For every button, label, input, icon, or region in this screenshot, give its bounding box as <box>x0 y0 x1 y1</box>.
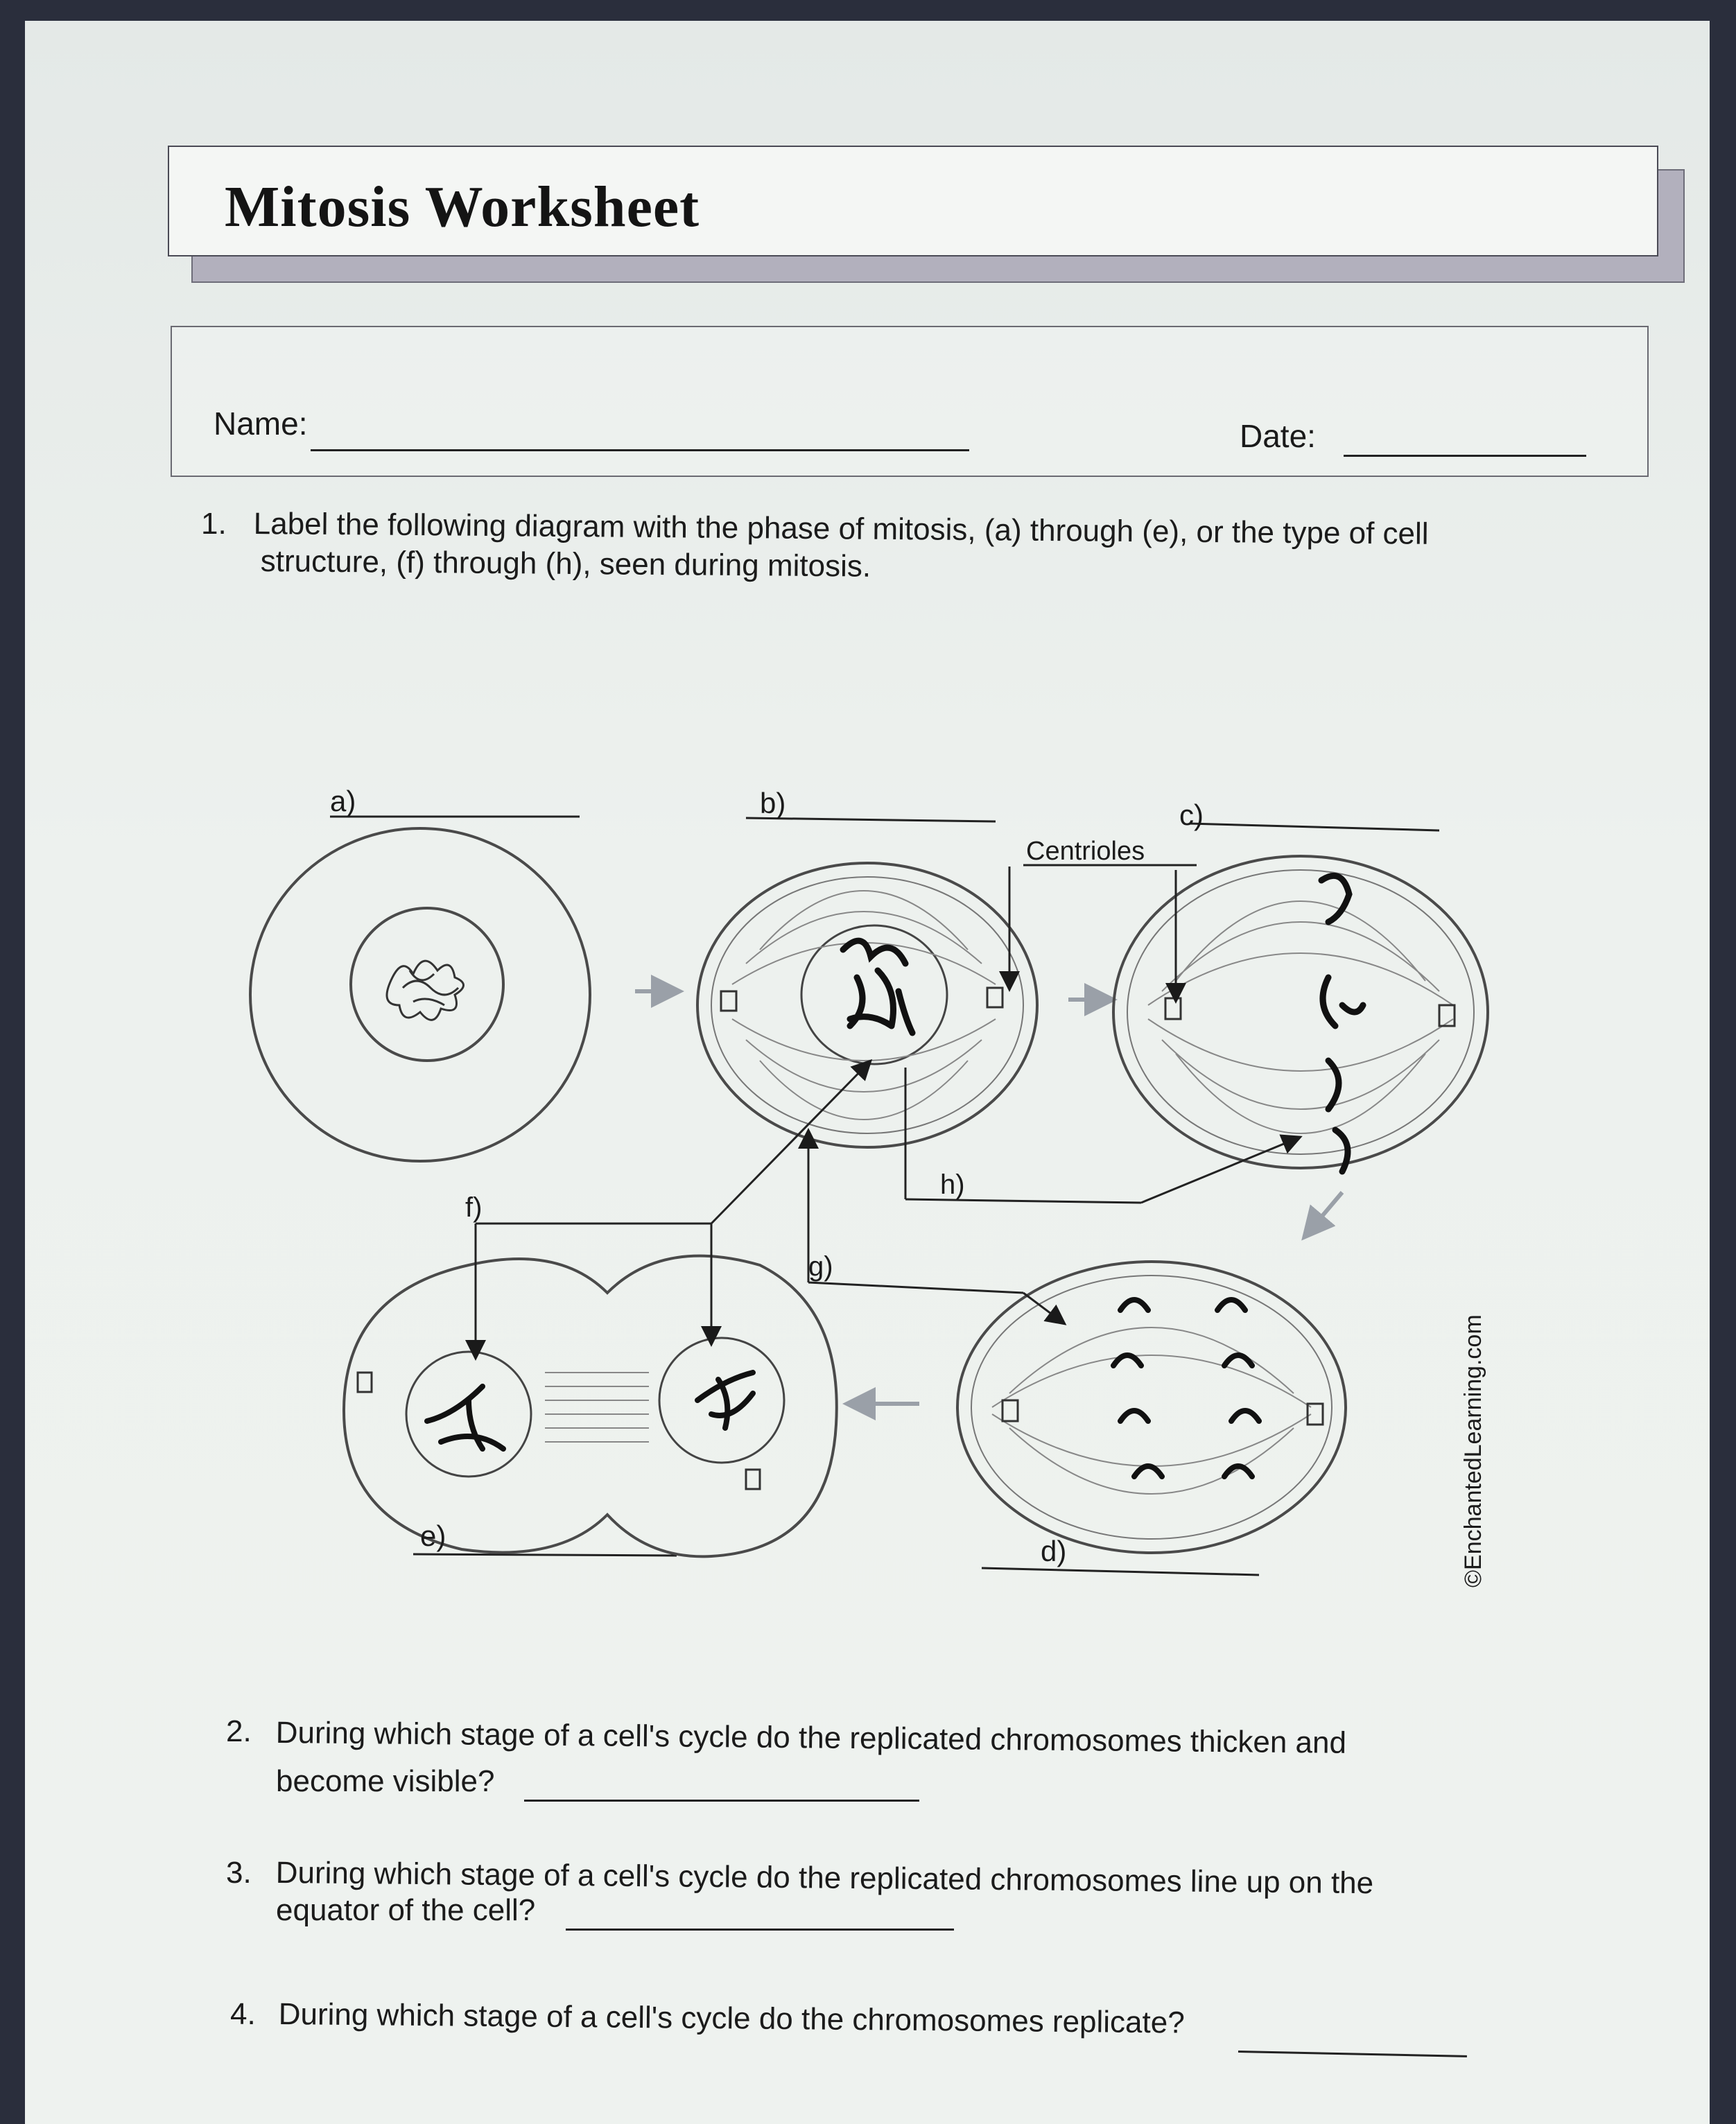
q3-line1: During which stage of a cell's cycle do the replicated chromosomes line up on the <box>275 1855 1374 1901</box>
date-label: Date: <box>1240 418 1316 454</box>
q3-number: 3. <box>226 1856 252 1890</box>
name-label: Name: <box>214 406 308 442</box>
label-c: c) <box>1179 799 1204 831</box>
label-d: d) <box>1041 1535 1067 1567</box>
blank-c[interactable] <box>1190 824 1439 830</box>
q2-number: 2. <box>226 1714 252 1748</box>
q1-number: 1. <box>201 507 227 541</box>
q1-line1: Label the following diagram with the phase of mitosis, (a) through (e), or the type of cell <box>253 506 1429 551</box>
worksheet-page <box>25 21 1710 2124</box>
cell-b-prophase <box>697 863 1037 1147</box>
q3-answer-blank[interactable] <box>566 1929 954 1931</box>
label-g: g) <box>808 1251 833 1282</box>
blank-d[interactable] <box>982 1568 1259 1575</box>
label-a: a) <box>330 785 356 817</box>
label-e: e) <box>420 1520 446 1552</box>
cell-d-anaphase <box>957 1262 1346 1553</box>
cell-e-telophase <box>344 1256 837 1557</box>
cell-a-interphase <box>250 828 590 1161</box>
q4-number: 4. <box>230 1997 256 2031</box>
q2-line1: During which stage of a cell's cycle do the replicated chromosomes thicken and <box>275 1715 1347 1760</box>
label-h: h) <box>940 1169 965 1200</box>
mitosis-diagram <box>25 21 1710 2124</box>
blank-e[interactable] <box>413 1554 677 1556</box>
credit-text: ©EnchantedLearning.com <box>1460 1314 1486 1587</box>
q1-line2: structure, (f) through (h), seen during mitosis. <box>260 543 871 584</box>
cell-c-metaphase <box>1113 856 1488 1172</box>
q2-line2: become visible? <box>276 1764 495 1798</box>
label-f: f) <box>465 1192 483 1223</box>
page-title: Mitosis Worksheet <box>225 175 700 239</box>
q3-line2: equator of the cell? <box>276 1893 536 1927</box>
label-b: b) <box>760 787 786 819</box>
centrioles-label: Centrioles <box>1026 837 1145 866</box>
q2-answer-blank[interactable] <box>524 1800 919 1802</box>
q4-line1: During which stage of a cell's cycle do the chromosomes replicate? <box>278 1996 1185 2040</box>
